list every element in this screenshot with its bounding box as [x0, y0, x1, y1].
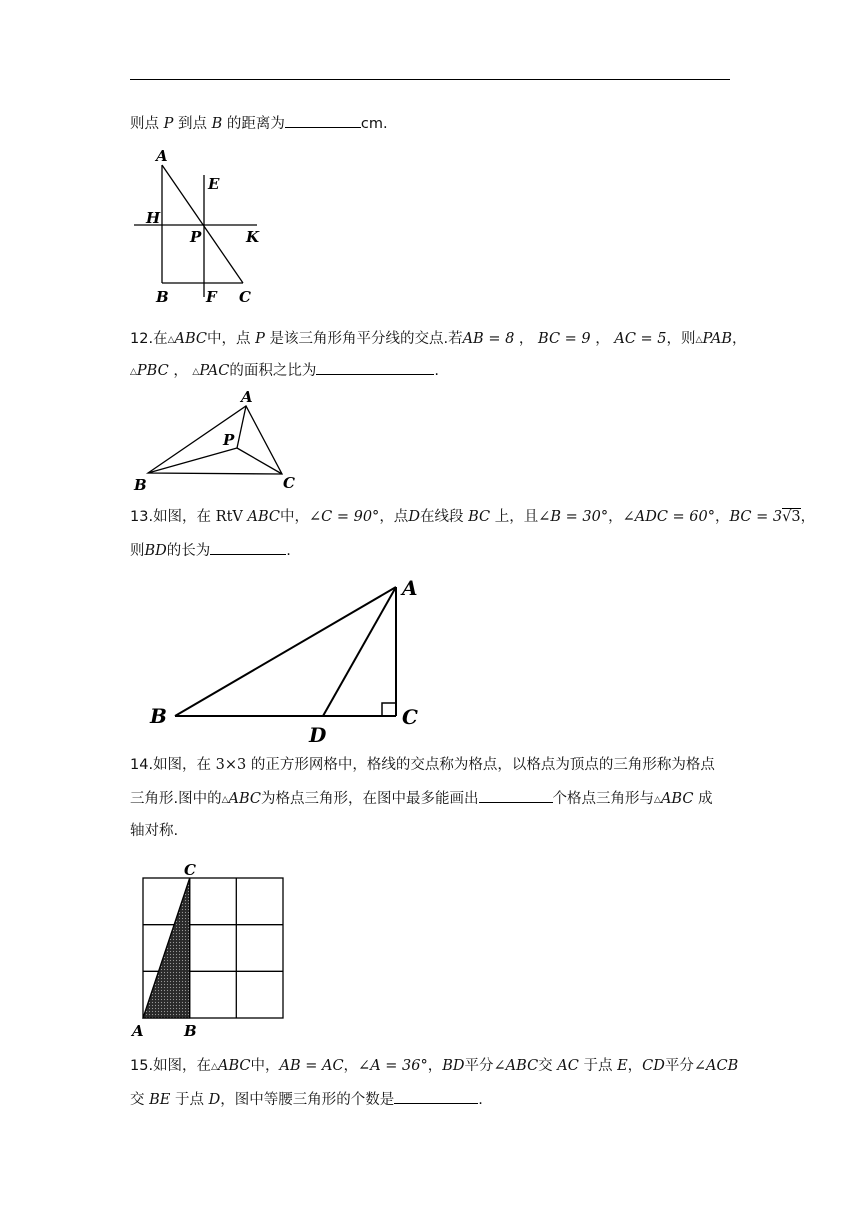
text: ，点	[379, 509, 409, 525]
text: ，则	[666, 331, 696, 347]
answer-blank[interactable]	[316, 360, 434, 375]
text: 交	[538, 1058, 553, 1074]
answer-blank[interactable]	[285, 113, 361, 128]
q13-line-1: 13.如图，在 RtV ABC中，∠C = 90°，点D在线段 BC 上，且∠B = 30°，∠ADC = 60°，BC = 3√3，	[130, 509, 816, 525]
text: 上，且	[494, 509, 539, 525]
segment-ad	[323, 587, 396, 716]
label-a: A	[156, 147, 168, 165]
math: ∠B = 30°	[538, 509, 609, 525]
triangle-icon: △	[654, 795, 661, 805]
text: .	[286, 543, 291, 559]
text: 在	[153, 331, 168, 347]
text: .	[478, 1092, 483, 1108]
text: 于点	[174, 1092, 204, 1108]
text: 个格点三角形与	[552, 791, 655, 807]
math: D	[208, 1092, 221, 1108]
math: BC = 9	[538, 331, 591, 347]
math: P	[255, 331, 265, 347]
segment-ab	[175, 587, 396, 716]
figure-14	[130, 860, 290, 1040]
text: 是该三角形角平分线的交点.若	[269, 331, 463, 347]
label-p: P	[190, 228, 202, 246]
question-number: 15.	[130, 1058, 154, 1074]
math: ABC	[228, 791, 262, 807]
sqrt-icon: √3	[782, 509, 801, 525]
header-rule	[130, 79, 730, 80]
label-a: A	[241, 388, 253, 406]
text: 成	[698, 791, 713, 807]
answer-blank[interactable]	[479, 788, 553, 803]
text: 的正方形网格中，格线的交点称为格点，以格点为顶点的三角形称为格点	[250, 757, 715, 773]
math: AB = AC	[279, 1058, 344, 1074]
label-b: B	[156, 288, 169, 306]
text: ，	[595, 331, 610, 347]
q14-line-3	[130, 821, 178, 841]
math: 3	[791, 509, 801, 525]
math: ∠ADC = 60°	[622, 509, 715, 525]
label-b: B	[184, 1022, 197, 1040]
text: 交	[130, 1092, 145, 1108]
math: ABC	[174, 331, 207, 347]
math: BE	[149, 1092, 171, 1108]
text: 中，	[250, 1058, 280, 1074]
math: RtV	[215, 509, 243, 525]
text: 到点	[177, 116, 207, 132]
math: AB = 8	[462, 331, 515, 347]
label-c: C	[283, 474, 295, 492]
text: 平分	[664, 1058, 694, 1074]
label-a: A	[402, 576, 418, 600]
segment-bp	[148, 448, 237, 473]
question-number: 12.	[130, 331, 154, 347]
label-c: C	[402, 705, 418, 729]
point-label: B	[211, 116, 223, 132]
answer-blank[interactable]	[210, 540, 286, 555]
triangle-icon: △	[211, 1062, 218, 1072]
label-b: B	[150, 704, 167, 728]
label-c: C	[239, 288, 251, 306]
text: 三角形.图中的	[130, 791, 222, 807]
q14-line-1	[130, 755, 715, 775]
point-label: P	[163, 116, 174, 132]
label-a: A	[132, 1022, 144, 1040]
math: ABC	[660, 791, 694, 807]
text: ，	[427, 1058, 443, 1074]
label-p: P	[223, 431, 235, 449]
q15-line-2	[130, 1089, 483, 1110]
math: ABC	[217, 1058, 251, 1074]
text: 轴对称.	[130, 823, 179, 839]
math: PBC	[136, 363, 169, 379]
math: PAB	[702, 331, 733, 347]
text: 中，点	[206, 331, 251, 347]
q14-line-2	[130, 788, 713, 810]
label-f: F	[206, 288, 217, 306]
unit: cm.	[360, 116, 388, 132]
text: ，	[518, 331, 534, 347]
math: BC = 3	[729, 509, 783, 525]
segment-ac	[162, 165, 243, 283]
text: 如图，在	[153, 757, 212, 773]
q13-line-2	[130, 540, 291, 561]
label-e: E	[208, 175, 220, 193]
triangle-icon: △	[695, 335, 703, 345]
q12-line-1	[130, 329, 747, 350]
text: 于点	[583, 1058, 613, 1074]
text: 如图，在	[153, 509, 212, 525]
text: 的长为	[166, 543, 211, 559]
math: PAC	[199, 363, 230, 379]
math: ∠C = 90°	[309, 509, 380, 525]
math: D	[408, 509, 420, 525]
math: AC	[557, 1058, 579, 1074]
text: 中，	[280, 509, 309, 525]
label-k: K	[246, 228, 260, 246]
math: BC	[468, 509, 491, 525]
math: BD	[144, 543, 167, 559]
triangle-icon: △	[192, 367, 200, 377]
text: 平分	[464, 1058, 494, 1074]
text: 则	[130, 543, 145, 559]
q11-line	[130, 113, 388, 134]
triangle-icon: △	[167, 335, 175, 345]
label-h: H	[146, 209, 161, 227]
text: 在线段	[419, 509, 464, 525]
math: 3×3	[215, 757, 247, 773]
math: E	[617, 1058, 628, 1074]
figure-11	[130, 145, 270, 305]
math: ABC	[247, 509, 280, 525]
triangle-abc	[148, 406, 282, 474]
segment-pa	[237, 406, 246, 448]
label-c: C	[184, 861, 196, 879]
text: 如图，在	[153, 1058, 212, 1074]
text: 的距离为	[226, 116, 285, 132]
label-d: D	[309, 723, 327, 747]
math: CD	[642, 1058, 665, 1074]
math: AC = 5	[614, 331, 667, 347]
math: ∠A = 36°	[358, 1058, 428, 1074]
text: .	[434, 363, 439, 379]
answer-blank[interactable]	[394, 1089, 478, 1104]
right-angle-icon	[382, 703, 396, 716]
math: ∠ABC	[493, 1058, 539, 1074]
text: 则点	[130, 116, 159, 132]
text: ，	[732, 331, 747, 347]
q15-line-1	[130, 1056, 738, 1077]
math: BD	[442, 1058, 465, 1074]
text: ，图中等腰三角形的个数是	[220, 1092, 395, 1108]
text: ，	[627, 1058, 643, 1074]
text: ，	[343, 1058, 359, 1074]
text: ，	[173, 363, 188, 379]
question-number: 13.	[130, 509, 154, 525]
triangle-icon: △	[130, 367, 137, 377]
label-b: B	[134, 476, 147, 494]
q12-line-2	[130, 360, 439, 382]
math: ∠ACB	[693, 1058, 739, 1074]
text: 为格点三角形，在图中最多能画出	[261, 791, 479, 807]
triangle-icon: △	[221, 795, 229, 805]
question-number: 14.	[130, 757, 154, 773]
shaded-triangle	[143, 878, 190, 1018]
figure-13	[140, 575, 440, 750]
text: 的面积之比为	[229, 363, 317, 379]
figure-12	[130, 388, 310, 498]
